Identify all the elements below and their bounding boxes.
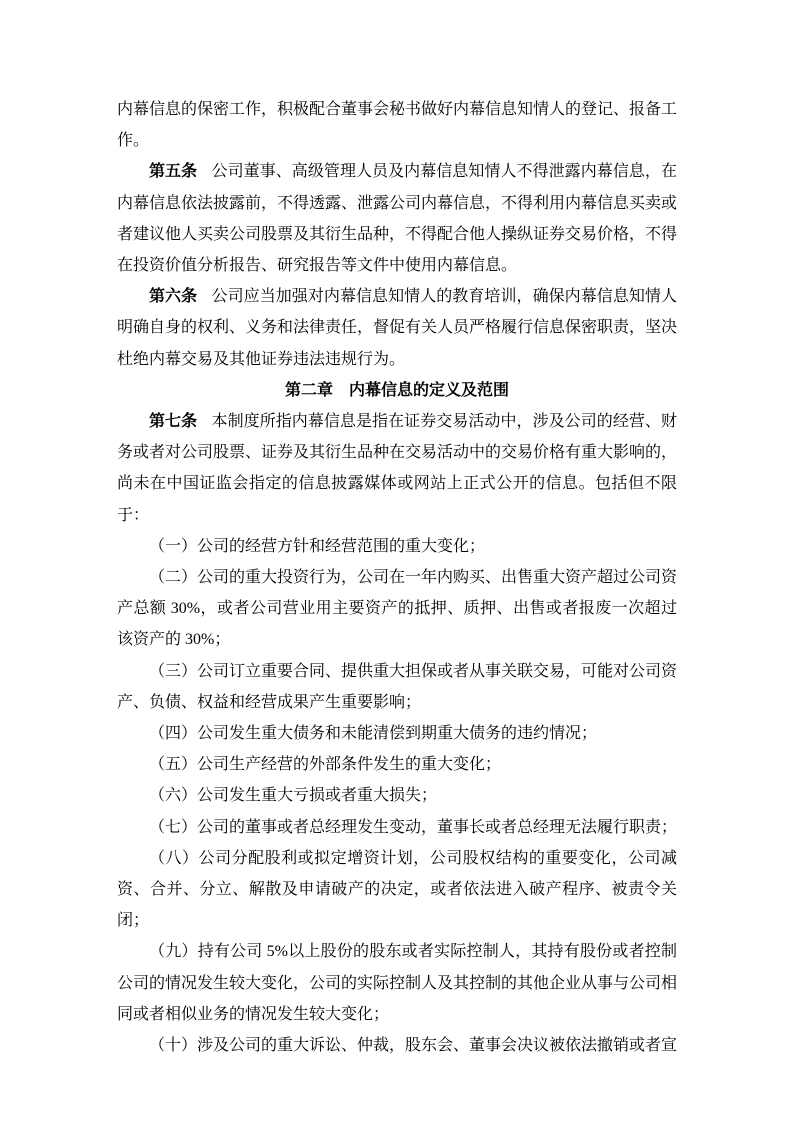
article-number: 第七条 <box>149 413 198 431</box>
chapter-title: 内幕信息的定义及范围 <box>349 381 510 399</box>
article-number: 第六条 <box>149 288 198 306</box>
article-number: 第五条 <box>149 163 198 181</box>
chapter-number: 第二章 <box>284 381 333 399</box>
list-item-3: （三）公司订立重要合同、提供重大担保或者从事关联交易，可能对公司资产、负债、权益和经营成果产生重要影响； <box>117 662 678 711</box>
list-item-8: （八）公司分配股利或拟定增资计划，公司股权结构的重要变化，公司减资、合并、分立、解散及申请破产的决定，或者依法进入破产程序、被责令关闭； <box>117 849 677 930</box>
list-item-7: （七）公司的董事或者总经理发生变动，董事长或者总经理无法履行职责； <box>149 818 678 836</box>
list-item-1: （一）公司的经营方针和经营范围的重大变化； <box>149 537 486 555</box>
chapter-heading <box>117 375 677 406</box>
article-text: 本制度所指内幕信息是指在证券交易活动中，涉及公司的经营、财务或者对公司股票、证券及其衍生品种在交易活动中的交易价格有重大影响的，尚未在中国证监会指定的信息披露媒体或网站上正式公开的信息。包括但不限于： <box>117 413 678 524</box>
list-item-4: （四）公司发生重大债务和未能清偿到期重大债务的违约情况； <box>149 725 598 743</box>
document-page <box>117 94 677 1061</box>
article-text: 公司董事、高级管理人员及内幕信息知情人不得泄露内幕信息，在内幕信息依法披露前，不得透露、泄露公司内幕信息，不得利用内幕信息买卖或者建议他人买卖公司股票及其衍生品种，不得配合他人操纵证券交易价格，不得在投资价值分析报告、研究报告等文件中使用内幕信息。 <box>117 163 678 275</box>
article-paragraph-5 <box>117 156 677 281</box>
list-item-10: （十）涉及公司的重大诉讼、仲裁，股东会、董事会决议被依法撤销或者宣 <box>149 1037 678 1055</box>
paragraph-continuation: 内幕信息的保密工作，积极配合董事会秘书做好内幕信息知情人的登记、报备工作。 <box>117 101 678 150</box>
list-item-2: （二）公司的重大投资行为，公司在一年内购买、出售重大资产超过公司资产总额 30%，或者公司营业用主要资产的抵押、质押、出售或者报废一次超过该资产的 30%； <box>117 569 678 649</box>
article-paragraph-7 <box>117 406 677 531</box>
article-text: 公司应当加强对内幕信息知情人的教育培训，确保内幕信息知情人明确自身的权利、义务和法律责任，督促有关人员严格履行信息保密职责，坚决杜绝内幕交易及其他证券违法违规行为。 <box>117 288 678 368</box>
list-item-9: （九）持有公司 5%以上股份的股东或者实际控制人，其持有股份或者控制公司的情况发生较大变化，公司的实际控制人及其控制的其他企业从事与公司相同或者相似业务的情况发生较大变化； <box>117 943 678 1023</box>
article-paragraph-6 <box>117 281 677 375</box>
list-item-5: （五）公司生产经营的外部条件发生的重大变化； <box>149 756 502 774</box>
list-item-6: （六）公司发生重大亏损或者重大损失； <box>149 787 438 805</box>
